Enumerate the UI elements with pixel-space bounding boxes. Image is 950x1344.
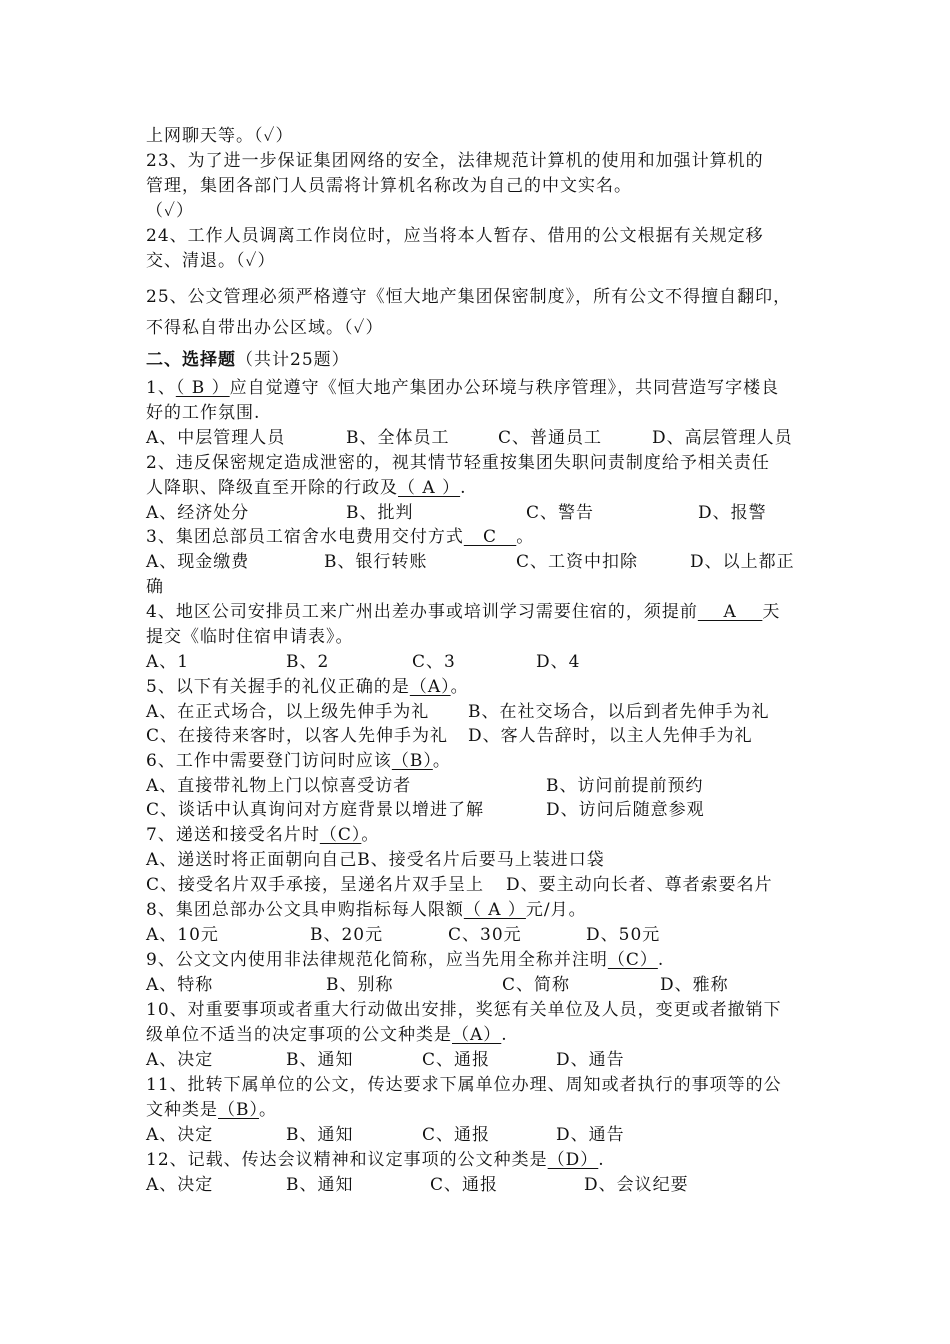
- option-c: C、通报: [422, 1050, 491, 1070]
- answer-blank: （D）: [547, 1150, 599, 1170]
- option-d: D、50元: [586, 925, 661, 945]
- question-punct: .: [460, 478, 467, 498]
- question-text: 应自觉遵守《恒大地产集团办公环境与秩序管理》，共同营造写字楼良: [229, 378, 780, 398]
- answer-blank: （C）: [607, 950, 658, 970]
- mc-question-4-cont: 提交《临时住宿申请表》。: [146, 627, 354, 647]
- option-d: D、雅称: [660, 975, 729, 995]
- option-c: C、30元: [448, 925, 522, 945]
- section-title: 二、选择题: [146, 350, 236, 370]
- mc-question-4: [146, 602, 780, 622]
- section-count: （共计25题）: [236, 350, 350, 370]
- option-d: D、通告: [556, 1050, 625, 1070]
- option-a: A、10元: [146, 925, 219, 945]
- question-text: 文种类是: [146, 1100, 218, 1120]
- answer-blank: （C）: [319, 825, 362, 845]
- option-b: B、20元: [310, 925, 384, 945]
- option-b: B、全体员工: [346, 428, 450, 448]
- question-punct: 。: [450, 677, 469, 697]
- option-b: B、在社交场合，以后到者先伸手为礼: [468, 702, 770, 722]
- option-a: A、特称: [146, 975, 214, 995]
- mc-question-3: [146, 527, 534, 547]
- tf-question-23-cont: 管理，集团各部门人员需将计算机名称改为自己的中文实名。: [146, 176, 632, 196]
- option-c: C、谈话中认真询问对方庭背景以增进了解: [146, 800, 485, 820]
- question-punct: .: [657, 950, 665, 970]
- question-text: 5、以下有关握手的礼仪正确的是: [146, 677, 410, 697]
- section-heading: [146, 350, 350, 370]
- mc-question-1-cont: 好的工作氛围.: [146, 403, 261, 423]
- question-text: 6、工作中需要登门访问时应该: [146, 751, 392, 771]
- answer-blank: C: [463, 527, 517, 547]
- question-punct: 。: [432, 751, 451, 771]
- option-b: B、别称: [326, 975, 394, 995]
- option-b: B、2: [286, 652, 330, 672]
- mc-question-11: 11、批转下属单位的公文，传达要求下属单位办理、周知或者执行的事项等的公: [146, 1075, 782, 1095]
- question-punct: 。: [516, 527, 535, 547]
- option-d: D、高层管理人员: [652, 428, 793, 448]
- option-c: C、接受名片双手承接，呈递名片双手呈上: [146, 875, 485, 895]
- question-text: 4、地区公司安排员工来广州出差办事或培训学习需要住宿的，须提前: [146, 602, 698, 622]
- answer-blank: （B）: [391, 751, 433, 771]
- option-c: C、在接待来客时，以客人先伸手为礼: [146, 726, 449, 746]
- option-a: A、决定: [146, 1050, 214, 1070]
- mc-question-1: [146, 378, 779, 398]
- option-b: B、批判: [346, 503, 414, 523]
- question-number: 1、: [146, 378, 176, 398]
- option-b: B、通知: [286, 1175, 354, 1195]
- option-d: D、访问后随意参观: [546, 800, 705, 820]
- option-a: A、直接带礼物上门以惊喜受访者: [146, 776, 412, 796]
- option-a: A、现金缴费: [146, 552, 250, 572]
- mc-question-10-cont: [146, 1025, 508, 1045]
- question-punct: .: [501, 1025, 508, 1045]
- answer-blank: A: [697, 602, 763, 622]
- option-d: D、报警: [698, 503, 767, 523]
- option-c: C、工资中扣除: [516, 552, 639, 572]
- option-a: A、1: [146, 652, 190, 672]
- option-c: C、3: [412, 652, 456, 672]
- tf-question-23-answer: （✓）: [146, 201, 194, 221]
- question-text: 7、递送和接受名片时: [146, 825, 320, 845]
- option-a: A、中层管理人员: [146, 428, 286, 448]
- mc-question-7: [146, 825, 379, 845]
- option-a: A、经济处分: [146, 503, 250, 523]
- mc-question-10: 10、对重要事项或者重大行动做出安排，奖惩有关单位及人员，变更或者撤销下: [146, 1000, 782, 1020]
- question-text-end: 元/月。: [525, 900, 587, 920]
- option-a: A、决定: [146, 1125, 214, 1145]
- option-c: C、通报: [422, 1125, 491, 1145]
- option-b: B、通知: [286, 1125, 354, 1145]
- tf-question-25-cont: 不得私自带出办公区域。（✓）: [146, 318, 384, 338]
- tf-question-24: 24、工作人员调离工作岗位时，应当将本人暂存、借用的公文根据有关规定移: [146, 226, 764, 246]
- option-b: B、访问前提前预约: [546, 776, 704, 796]
- question-text: 8、集团总部办公文具申购指标每人限额: [146, 900, 464, 920]
- answer-blank: （A）: [409, 677, 451, 697]
- question-text: 级单位不适当的决定事项的公文种类是: [146, 1025, 452, 1045]
- answer-blank: （A）: [452, 1025, 502, 1045]
- answer-blank: （ B ）: [175, 378, 230, 398]
- tf-question-23: 23、为了进一步保证集团网络的安全，法律规范计算机的使用和加强计算机的: [146, 151, 764, 171]
- mc-question-12: [146, 1150, 605, 1170]
- answer-blank: （B）: [218, 1100, 259, 1120]
- mc-question-2: 2、违反保密规定造成泄密的，视其情节轻重按集团失职问责制度给予相关责任: [146, 453, 770, 473]
- question-text: 9、公文文内使用非法律规范化简称，应当先用全称并注明: [146, 950, 608, 970]
- option-a: A、在正式场合，以上级先伸手为礼: [146, 702, 430, 722]
- question-punct: 。: [259, 1100, 277, 1120]
- question-text: 3、集团总部员工宿舍水电费用交付方式: [146, 527, 464, 547]
- question-text: 人降职、降级直至开除的行政及: [146, 478, 398, 498]
- option-b: B、通知: [286, 1050, 354, 1070]
- mc-question-6: [146, 751, 451, 771]
- question-punct: .: [598, 1150, 605, 1170]
- option-d: D、通告: [556, 1125, 625, 1145]
- mc-question-2-cont: [146, 478, 467, 498]
- mc-options-7a: A、递送时将正面朝向自己B、接受名片后要马上装进口袋: [146, 850, 605, 870]
- option-d: D、要主动向长者、尊者索要名片: [506, 875, 773, 895]
- option-d: D、客人告辞时，以主人先伸手为礼: [468, 726, 753, 746]
- option-d: D、会议纪要: [584, 1175, 689, 1195]
- tf-question-25: 25、公文管理必须严格遵守《恒大地产集团保密制度》，所有公文不得擅自翻印，: [146, 287, 792, 307]
- option-b: B、银行转账: [324, 552, 428, 572]
- mc-question-9: [146, 950, 664, 970]
- option-c: C、普通员工: [498, 428, 603, 448]
- answer-blank: （ A ）: [463, 900, 526, 920]
- tf-question-24-cont: 交、清退。（✓）: [146, 251, 276, 271]
- question-punct: 。: [361, 825, 380, 845]
- answer-blank: （ A ）: [398, 478, 461, 498]
- option-c: C、简称: [502, 975, 571, 995]
- mc-question-11-cont: [146, 1100, 277, 1120]
- option-d: D、4: [536, 652, 581, 672]
- option-c: C、警告: [526, 503, 595, 523]
- question-text-end: 天: [762, 602, 781, 622]
- tf-line: 上网聊天等。（✓）: [146, 126, 294, 146]
- question-text: 12、记载、传达会议精神和议定事项的公文种类是: [146, 1150, 548, 1170]
- mc-options-3-cont: 确: [146, 577, 164, 597]
- mc-question-5: [146, 677, 469, 697]
- option-d: D、以上都正: [690, 552, 795, 572]
- option-a: A、决定: [146, 1175, 214, 1195]
- option-c: C、通报: [430, 1175, 499, 1195]
- mc-question-8: [146, 900, 587, 920]
